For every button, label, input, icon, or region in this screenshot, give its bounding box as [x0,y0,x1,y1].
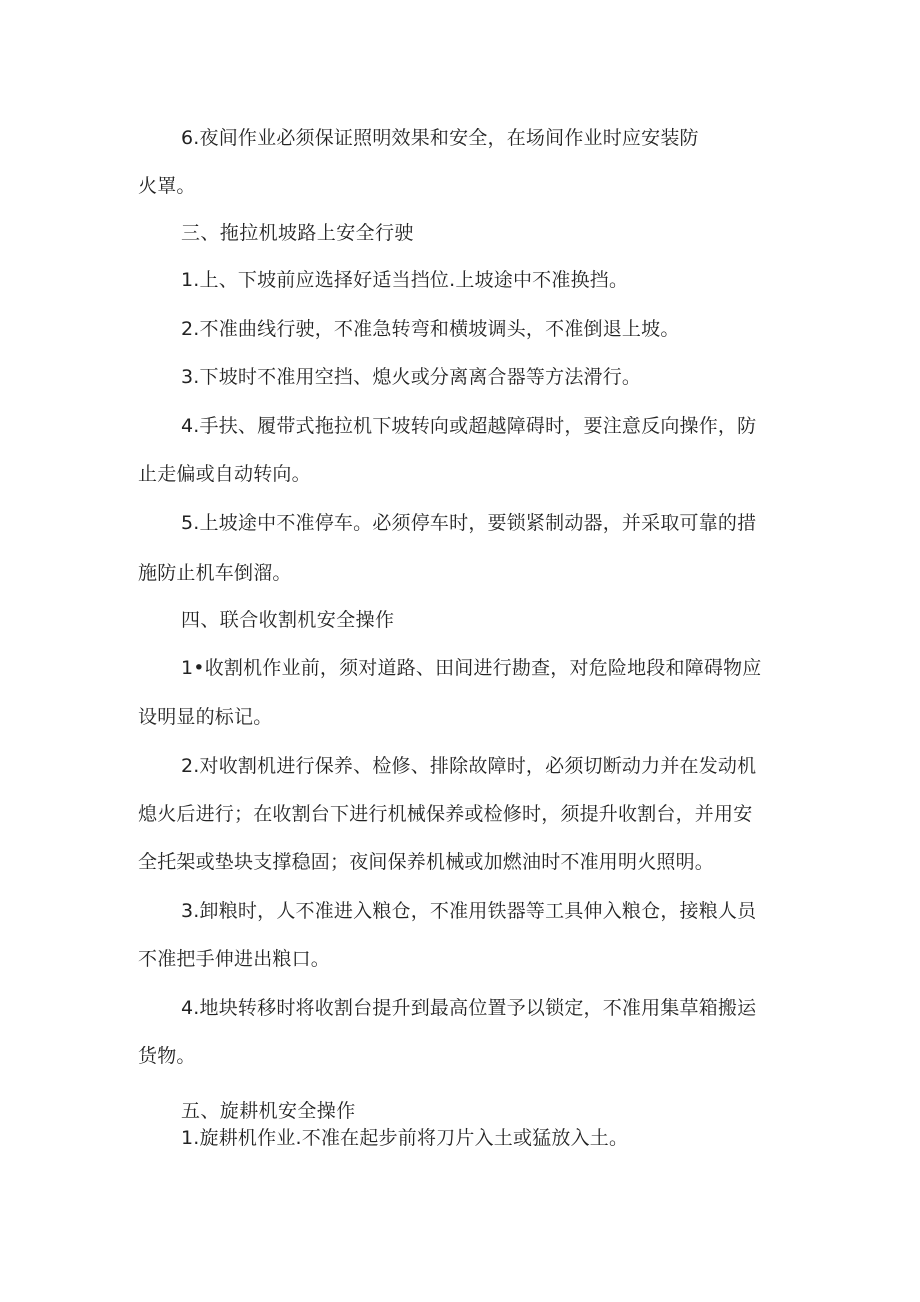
section-heading: 三、拖拉机坡路上安全行驶 [181,222,414,244]
paragraph-line: 5.上坡途中不准停车。必须停车时，要锁紧制动器，并采取可靠的措 [181,512,757,534]
paragraph-line: 1.上、下坡前应选择好适当挡位.上坡途中不准换挡。 [181,269,629,291]
section-heading: 五、旋耕机安全操作 [181,1100,356,1122]
paragraph-line: 不准把手伸进出粮口。 [138,948,331,970]
paragraph-line: 火罩。 [138,175,196,197]
section-heading: 四、联合收割机安全操作 [181,609,395,631]
paragraph-line: 止走偏或自动转向。 [138,463,311,485]
paragraph-line: 3.下坡时不准用空挡、熄火或分离离合器等方法滑行。 [181,366,642,388]
paragraph-line: 2.对收割机进行保养、检修、排除故障时，必须切断动力并在发动机 [181,755,757,777]
paragraph-line: 熄火后进行；在收割台下进行机械保养或检修时，须提升收割台，并用安 [138,803,753,825]
paragraph-line: 2.不准曲线行驶，不准急转弯和横坡调头，不准倒退上坡。 [181,318,680,340]
paragraph-line: 4.手扶、履带式拖拉机下坡转向或超越障碍时，要注意反向操作，防 [181,415,757,437]
paragraph-line: 1.旋耕机作业.不准在起步前将刀片入土或猛放入土。 [181,1127,629,1149]
paragraph-line: 设明显的标记。 [138,706,273,728]
paragraph-line: 全托架或垫块支撑稳固；夜间保养机械或加燃油时不准用明火照明。 [138,851,715,873]
paragraph-line: 3.卸粮时，人不准进入粮仓，不准用铁器等工具伸入粮仓，接粮人员 [181,900,757,922]
paragraph-line: 1•收割机作业前，须对道路、田间进行勘查，对危险地段和障碍物应 [181,657,762,679]
paragraph-line: 4.地块转移时将收割台提升到最高位置予以锁定，不准用集草箱搬运 [181,997,757,1019]
paragraph-line: 施防止机车倒溜。 [138,562,292,584]
paragraph-line: 6.夜间作业必须保证照明效果和安全，在场间作业时应安装防 [181,127,699,149]
paragraph-line: 货物。 [138,1045,196,1067]
